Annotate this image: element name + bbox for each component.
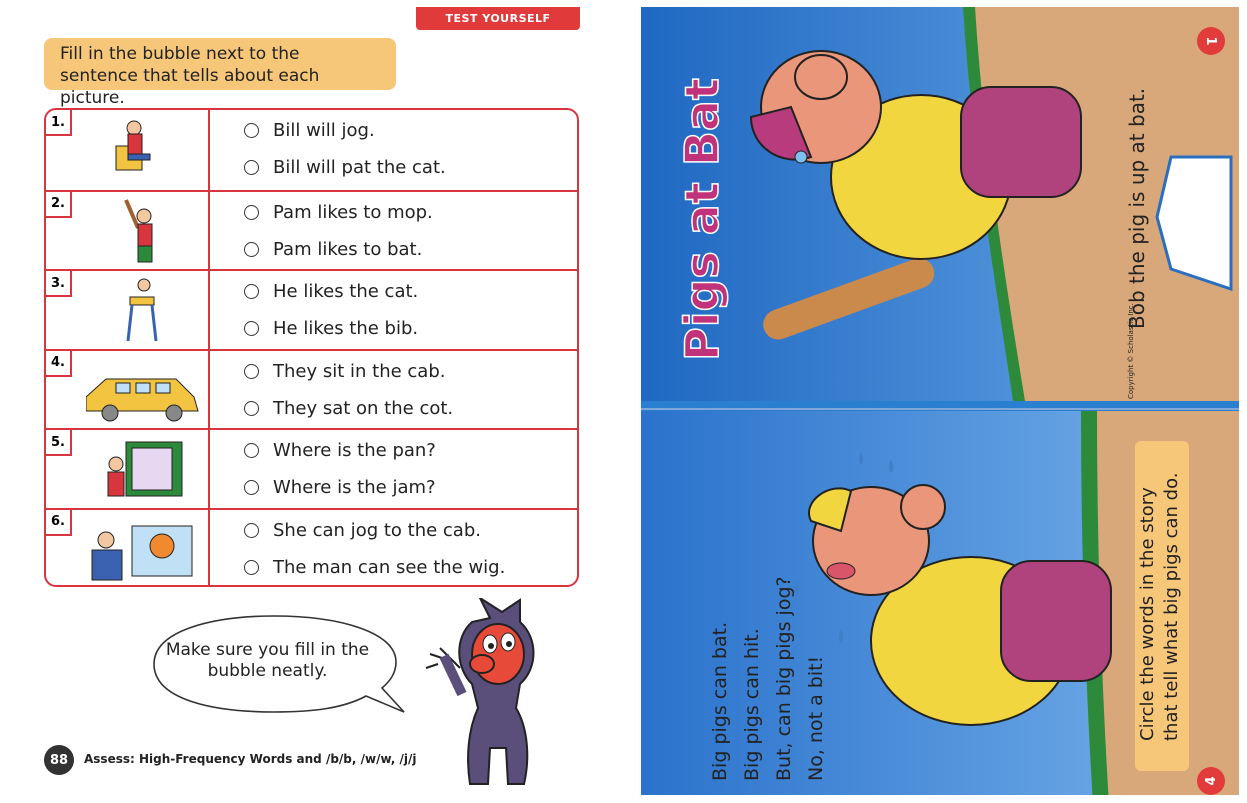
- answer-bubble[interactable]: [244, 364, 259, 379]
- question-row: [46, 190, 577, 270]
- answer-bubble[interactable]: [244, 401, 259, 416]
- question-row: [46, 269, 577, 349]
- answer-bubble[interactable]: [244, 523, 259, 538]
- question-number: 6.: [46, 510, 72, 536]
- pig-batter-illustration: [641, 7, 1239, 401]
- instruction-box: Fill in the bubble next to the sentence that tells about each picture.: [44, 38, 396, 90]
- answer-bubble[interactable]: [244, 443, 259, 458]
- answer-option[interactable]: [244, 557, 505, 578]
- answer-option[interactable]: [244, 157, 446, 178]
- answer-option[interactable]: [244, 520, 481, 541]
- answer-option[interactable]: [244, 440, 436, 461]
- answer-text: They sit in the cab.: [273, 360, 446, 382]
- story-panel-top: [641, 7, 1239, 401]
- section-tab: TEST YOURSELF: [416, 7, 580, 30]
- panel-divider: [641, 408, 1239, 410]
- storybook-page: [641, 7, 1239, 795]
- answer-bubble[interactable]: [244, 160, 259, 175]
- story-line: But, can big pigs jog?: [773, 576, 795, 781]
- page-number-badge: 88: [44, 745, 74, 775]
- story-line: No, not a bit!: [805, 655, 827, 781]
- question-number: 3.: [46, 271, 72, 297]
- question-row: [46, 508, 577, 588]
- story-sentence-top: Bob the pig is up at bat.: [1125, 87, 1149, 329]
- answer-option[interactable]: [244, 239, 422, 260]
- answer-text: He likes the cat.: [273, 281, 419, 302]
- answer-bubble[interactable]: [244, 123, 259, 138]
- answer-text: Pam likes to bat.: [273, 238, 423, 260]
- story-title: Pigs at Bat: [675, 78, 729, 361]
- answer-option[interactable]: [244, 202, 433, 223]
- boy-on-chair-icon: [86, 116, 201, 182]
- question-row: [46, 349, 577, 429]
- answer-text: Where is the jam?: [273, 477, 436, 498]
- answer-text: They sat on the cot.: [273, 397, 454, 419]
- answer-option[interactable]: [244, 361, 445, 382]
- story-page-number-1: 1: [1197, 27, 1225, 55]
- answer-option[interactable]: [244, 281, 418, 302]
- question-number: 1.: [46, 110, 72, 136]
- answer-option[interactable]: [244, 318, 418, 339]
- worksheet-page: [0, 0, 600, 803]
- answer-text: He likes the bib.: [273, 318, 419, 339]
- copyright-note: Copyright © Scholastic Inc.: [1127, 303, 1135, 399]
- answer-option[interactable]: [244, 398, 453, 419]
- answer-text: Bill will jog.: [273, 120, 375, 141]
- answer-text: She can jog to the cab.: [273, 519, 481, 541]
- answer-option[interactable]: [244, 477, 436, 498]
- taxi-cab-icon: [86, 357, 201, 423]
- answer-bubble[interactable]: [244, 480, 259, 495]
- answer-text: Pam likes to mop.: [273, 201, 433, 223]
- wolf-mascot-icon: [420, 598, 560, 788]
- answer-bubble[interactable]: [244, 321, 259, 336]
- answer-bubble[interactable]: [244, 560, 259, 575]
- question-number: 4.: [46, 351, 72, 377]
- answer-bubble[interactable]: [244, 205, 259, 220]
- question-table: [44, 108, 579, 587]
- question-row: [46, 428, 577, 508]
- girl-with-bat-icon: [86, 198, 201, 264]
- man-and-wig-icon: [86, 516, 201, 582]
- question-number: 5.: [46, 430, 72, 456]
- answer-bubble[interactable]: [244, 284, 259, 299]
- answer-text: Where is the pan?: [273, 440, 436, 461]
- circle-prompt-line2: that tell what big pigs can do.: [1161, 472, 1182, 741]
- question-number: 2.: [46, 192, 72, 218]
- page-footer: Assess: High-Frequency Words and /b/b, /w/w, /j/j: [84, 752, 417, 766]
- story-line: Big pigs can hit.: [741, 628, 763, 781]
- question-row: [46, 110, 577, 190]
- answer-text: Bill will pat the cat.: [273, 157, 446, 178]
- story-page-number-4: 4: [1197, 767, 1225, 795]
- story-panel-bottom: [641, 411, 1239, 795]
- girl-at-cupboard-icon: [86, 436, 201, 502]
- story-line: Big pigs can bat.: [709, 621, 731, 781]
- circle-prompt-line1: Circle the words in the story: [1137, 487, 1158, 741]
- answer-bubble[interactable]: [244, 242, 259, 257]
- child-in-highchair-icon: [86, 277, 201, 343]
- answer-option[interactable]: [244, 120, 375, 141]
- answer-text: The man can see the wig.: [273, 556, 506, 578]
- speech-bubble-text: Make sure you fill in the bubble neatly.: [165, 640, 370, 681]
